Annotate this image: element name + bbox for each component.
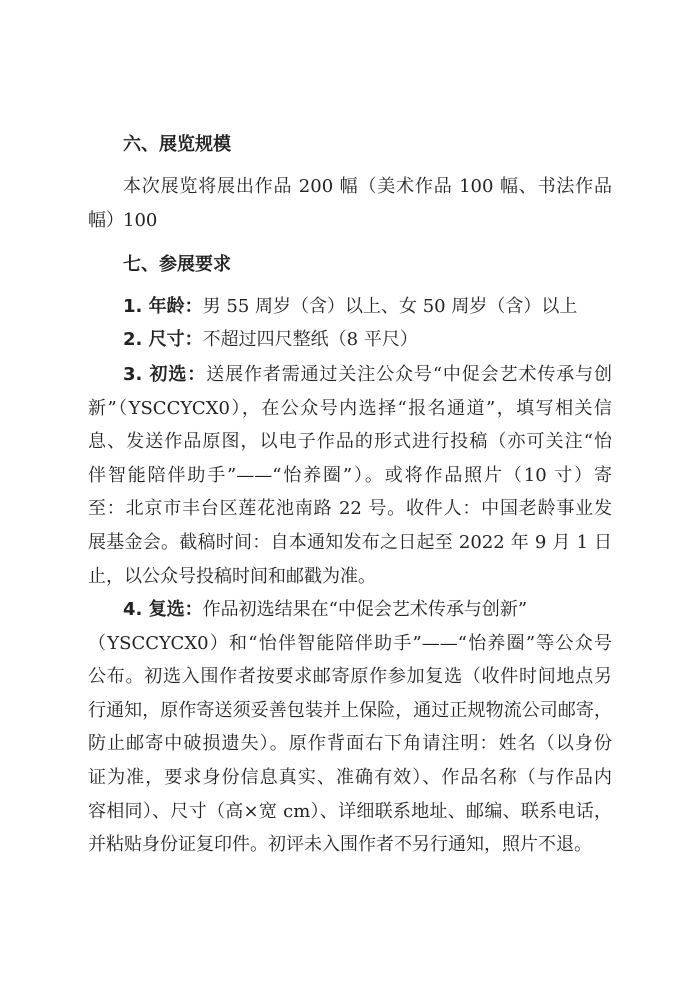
text-line	[88, 761, 612, 795]
text-line	[88, 593, 612, 627]
line-text: 行通知，原作寄送须妥善包装并上保险，通过正规物流公司邮寄，	[88, 699, 612, 721]
line-text: 公布。初选入围作者按要求邮寄原作参加复选（收件时间地点另	[88, 666, 612, 688]
line-text: 送展作者需通过关注公众号“中促会艺术传承与创	[206, 364, 612, 385]
line-text: 幅）	[88, 209, 124, 231]
item-label: 4. 复选：	[123, 599, 203, 620]
item-label: 3. 初选：	[123, 364, 207, 385]
line-text: 本次展览将展出作品 200 幅（美术作品 100 幅、书法作品 100	[123, 176, 612, 231]
line-text: （YSCCYCX0）和“怡伴智能陪伴助手”——“怡养圈”等公众号	[88, 632, 612, 654]
line-text: 至：北京市丰台区莲花池南路 22 号。收件人：中国老龄事业发	[88, 498, 612, 520]
line-text: 伴智能陪伴助手”——“怡养圈”）。或将作品照片（10 寸）寄	[88, 464, 612, 486]
text-line	[88, 492, 612, 526]
text-line	[88, 392, 612, 426]
line-text: 新”（YSCCYCX0），在公众号内选择“报名通道”，填写相关信	[88, 397, 612, 419]
text-line	[88, 795, 612, 829]
item-label: 2. 尺寸：	[123, 329, 203, 350]
requirement-age	[88, 290, 612, 324]
line-text: 容相同）、尺寸（高×宽 cm）、详细联系地址、邮编、联系电话，	[88, 800, 612, 822]
text-line	[88, 828, 612, 862]
text-line	[88, 727, 612, 761]
text-line	[88, 627, 612, 661]
text-line	[88, 694, 612, 728]
section-6-heading: 六、展览规模	[123, 134, 231, 155]
text-line	[88, 358, 612, 392]
section-7-heading: 七、参展要求	[123, 254, 231, 275]
line-text: 展基金会。截稿时间：自本通知发布之日起至 2022 年 9 月 1 日	[88, 531, 612, 553]
text-line	[88, 170, 612, 231]
line-text: 不超过四尺整纸（8 平尺）	[202, 329, 418, 350]
text-line	[88, 323, 612, 357]
text-line	[88, 290, 612, 324]
line-text: 息、发送作品原图，以电子作品的形式进行投稿（亦可关注“怡	[88, 431, 612, 453]
line-text: 男 55 周岁（含）以上、女 50 周岁（含）以上	[202, 296, 578, 317]
requirement-final-selection	[88, 593, 612, 862]
section-6-body	[88, 170, 612, 237]
text-line	[88, 425, 612, 459]
line-text: 证为准，要求身份信息真实、准确有效）、作品名称（与作品内	[88, 766, 612, 788]
text-line	[88, 560, 612, 594]
line-text: 止，以公众号投稿时间和邮戳为准。	[88, 565, 376, 587]
item-label: 1. 年龄：	[123, 296, 203, 317]
requirement-preliminary-selection	[88, 358, 612, 593]
line-text: 防止邮寄中破损遗失）。原作背面右下角请注明：姓名（以身份	[88, 733, 612, 755]
line-text: 并粘贴身份证复印件。初评未入围作者不另行通知，照片不退。	[88, 834, 592, 856]
text-line	[88, 660, 612, 694]
line-text: 作品初选结果在“中促会艺术传承与创新”	[202, 599, 528, 620]
text-line	[88, 459, 612, 493]
text-line	[88, 204, 612, 238]
text-line	[88, 526, 612, 560]
requirement-size	[88, 323, 612, 357]
